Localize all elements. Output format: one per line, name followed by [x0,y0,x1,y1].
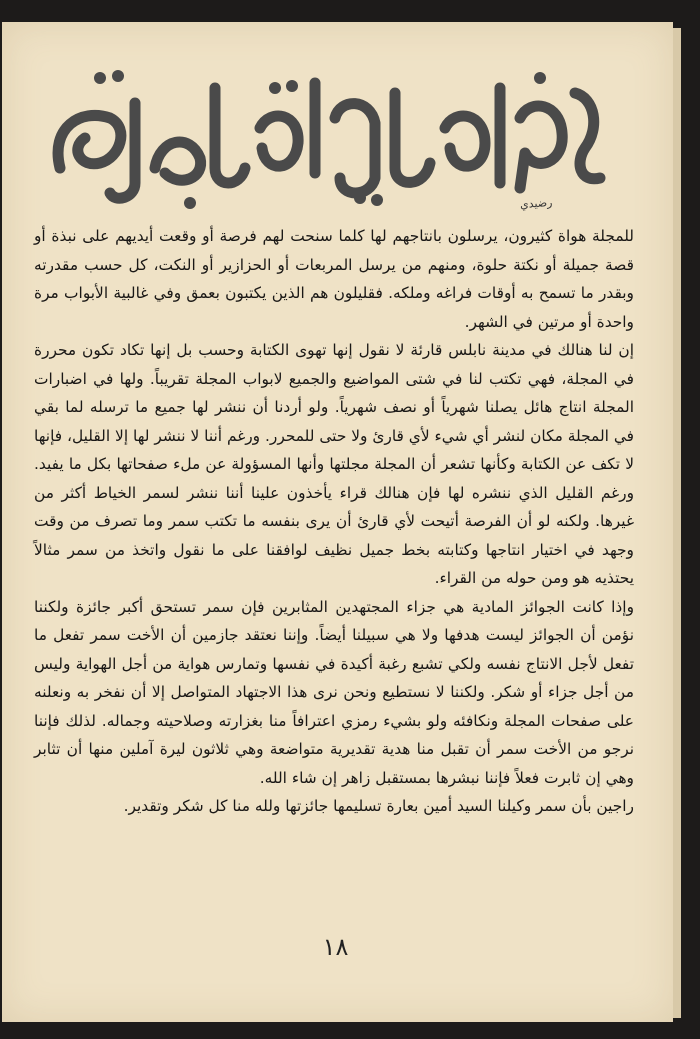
page-edge [673,28,681,1018]
paragraph: وإذا كانت الجوائز المادية هي جزاء المجتهدين المثابرين فإن سمر تستحق أكبر جائزة ولكننا نؤمن أن الجوائز ليست هدفها ولا هي سبيلنا أيضاً. وإننا نعتقد جازمين أن الأخت سمر تفعل ما تفعل لأجل الانتاج نفسه ولكي تشبع رغبة أكيدة في نفسها وتمارس هواية من أجل الهواية وليس من أجل جزاء أو شكر. ولكننا لا نستطيع ونحن نرى هذا الاجتهاد المتواصل إلا أن نفخر به ونعلنه على صفحات المجلة ونكافئه ولو بشيء رمزي اعترافاً منا بغزارته وصلاحيته وجماله. لذلك فإننا نرجو من الأخت سمر أن تقبل منا هدية تقديرية متواضعة وهي ثلاثون ليرة آملين منها أن تثابر وهي إن ثابرت فعلاً فإننا نبشرها بمستقبل زاهر إن شاء الله. [34,597,634,787]
author-signature: رضيدي [519,195,553,212]
paragraph: للمجلة هواة كثيرون، يرسلون بانتاجهم لها كلما سنحت لهم فرصة أو وقعت أيديهم على نبذة أو قصة جميلة أو نكتة حلوة، ومنهم من يرسل المربعات أو الحزازير أو النكت، كل حسب مقدرته وبقدر ما تسمح به أوقات فراغه وملكه. فقليلون هم الذين يكتبون بعمق وفي غالبية الأبواب مرة واحدة أو مرتين في الشهر. [34,227,634,331]
paragraph: راجين بأن سمر وكيلنا السيد أمين بعارة تسليمها جائزتها ولله منا كل شكر وتقدير. [123,797,634,815]
article-body [34,222,634,821]
paragraph: إن لنا هنالك في مدينة نابلس قارئة لا نقول إنها تهوى الكتابة وحسب بل إنها تكاد تكون محررة في المجلة، فهي تكتب لنا في شتى المواضيع والجميع لابواب المجلة تقريباً. ولها في اضبارات المجلة انتاج هائل يصلنا شهرياً أو نصف شهرياً. ولو أردنا أن ننشر لها جميع ما ترسله لما بقي في المجلة مكان لنشر أي شيء لأي قارئ ولا حتى للمحرر. ورغم أننا لا ننشر لها إلا القليل، فإنها لا تكف عن الكتابة وكأنها تشعر أن المجلة مجلتها وأنها المسؤولة عن ملء صفحاتها بكل ما يفيد. ورغم القليل الذي ننشره لها فإن هنالك قراء يأخذون علينا أننا ننشر لسمر الخياط أكثر من غيرها. ولكنه لو أن الفرصة أتيحت لأي قارئ أن يرى بنفسه ما تكتب سمر وما تصرف من وقت وجهد في اختيار انتاجها وكتابته بخط جميل نظيف لوافقنا على ما نقول واتخذ من سمر مثالاً يحتذيه هو ومن حوله من القراء. [34,341,634,587]
page-number: ١٨ [322,933,349,961]
title-lettering-graphic [40,48,610,218]
hand-lettered-title [40,48,610,218]
